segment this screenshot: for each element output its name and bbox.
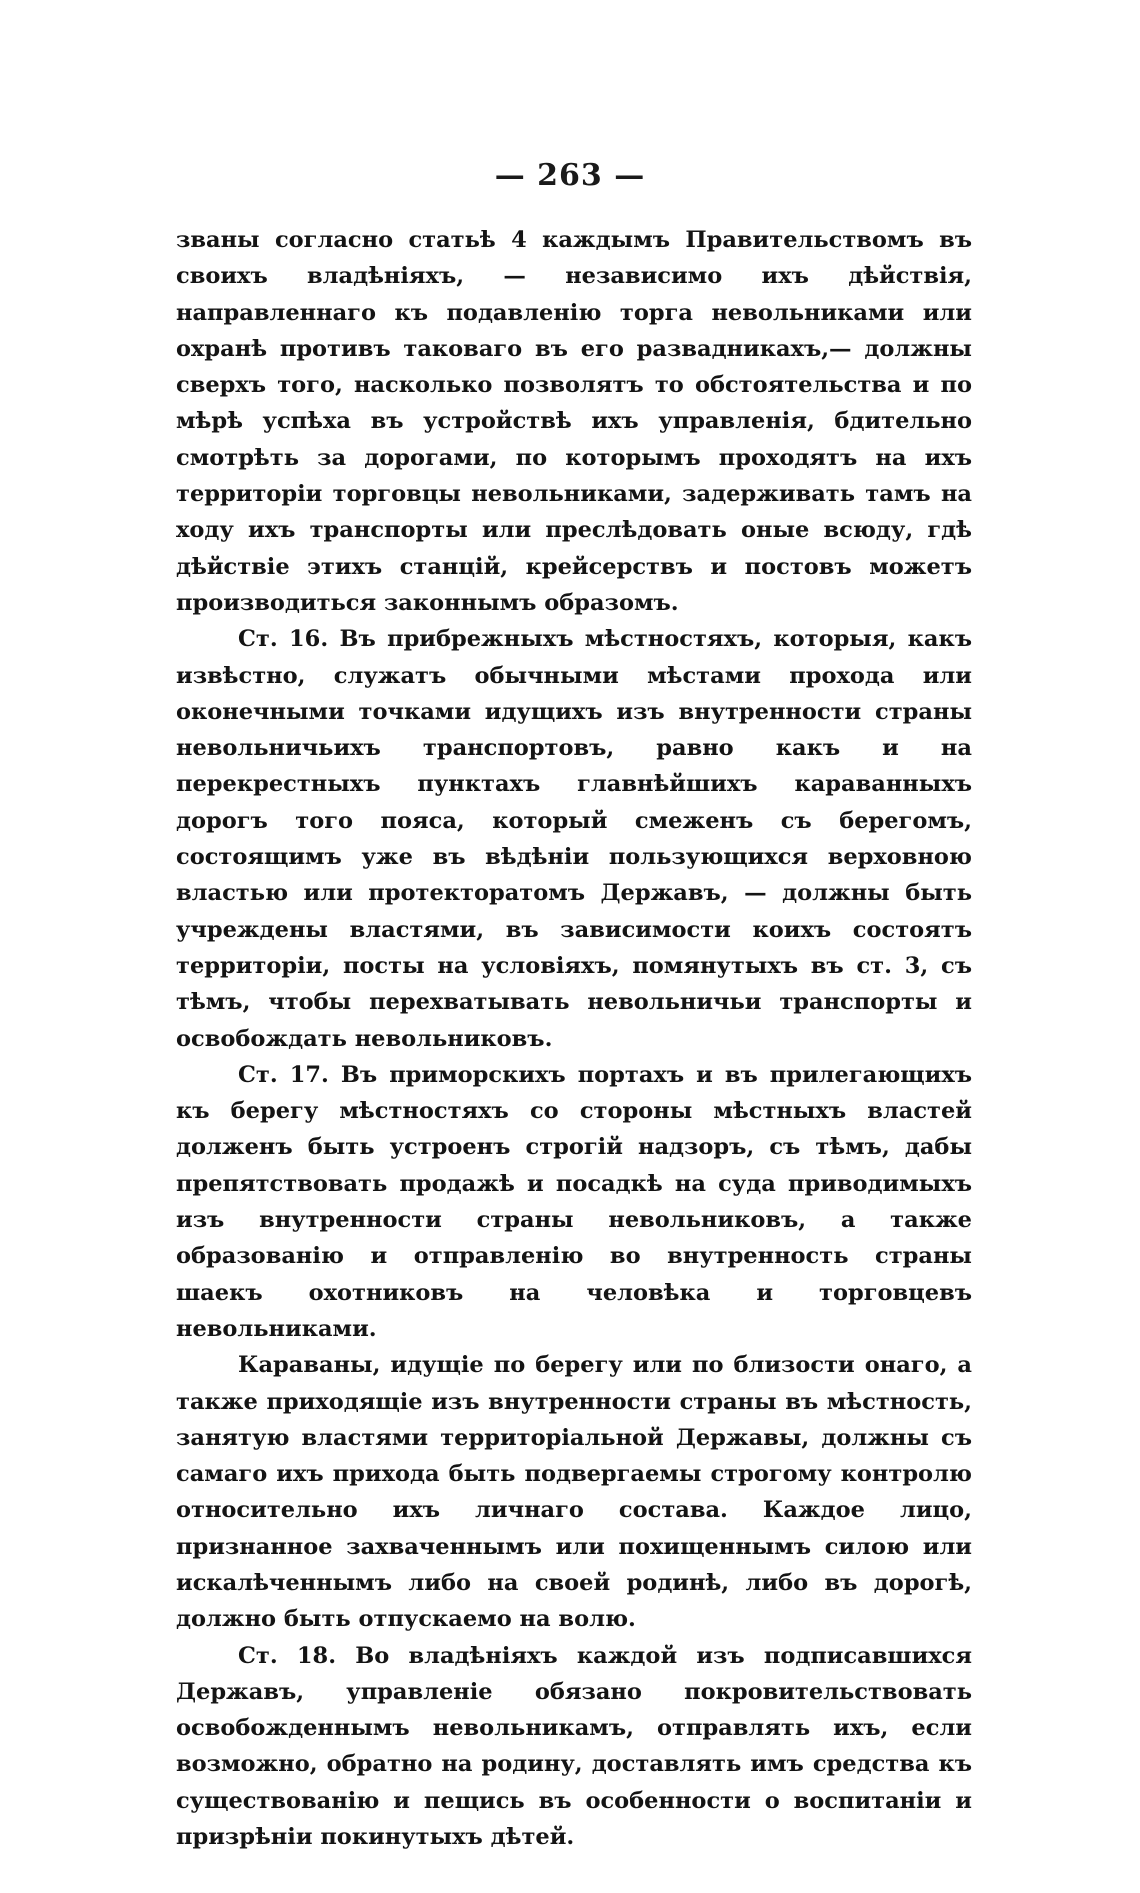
paragraph-1: званы согласно статьѣ 4 каждымъ Правительствомъ въ своихъ владѣніяхъ, — независимо ихъ дѣйствія, направленнаго къ подавленію торга невольниками или охранѣ противъ таковаго въ его развадникахъ,— должны сверхъ того, насколько позволятъ то обстоятельства и по мѣрѣ успѣха въ устройствѣ ихъ управленія, бдительно смотрѣть за дорогами, по которымъ проходятъ на ихъ территоріи торговцы невольниками, задерживать тамъ на ходу ихъ транспорты или преслѣдовать оные всюду, гдѣ дѣйствіе этихъ станцій, крейсерствъ и постовъ можетъ производиться законнымъ образомъ.	[176, 227, 972, 616]
paragraph-article-17: Ст. 17. Въ приморскихъ портахъ и въ прилегающихъ къ берегу мѣстностяхъ со стороны мѣстныхъ властей долженъ быть устроенъ строгій надзоръ, съ тѣмъ, дабы препятствовать продажѣ и посадкѣ на суда приводимыхъ изъ внутренности страны невольниковъ, а также образованію и отправленію во внутренность страны шаекъ охотниковъ на человѣка и торговцевъ невольниками.	[176, 1061, 972, 1342]
paragraph-article-16: Ст. 16. Въ прибрежныхъ мѣстностяхъ, которыя, какъ извѣстно, служатъ обычными мѣстами прохода или оконечными точками идущихъ изъ внутренности страны невольничьихъ транспортовъ, равно какъ и на перекрестныхъ пунктахъ главнѣйшихъ караванныхъ дорогъ того пояса, который смеженъ съ берегомъ, состоящимъ уже въ вѣдѣніи пользующихся верховною властью или протекторатомъ Державъ, — должны быть учреждены властями, въ зависимости коихъ состоятъ территоріи, посты на условіяхъ, помянутыхъ въ ст. 3, съ тѣмъ, чтобы перехватывать невольничьи транспорты и освобождать невольниковъ.	[176, 626, 972, 1052]
paragraph-article-18: Ст. 18. Во владѣніяхъ каждой изъ подписавшихся Державъ, управленіе обязано покровительствовать освобожденнымъ невольникамъ, отправлять ихъ, если возможно, обратно на родину, доставлять имъ средства къ существованію и пещись въ особенности о воспитаніи и призрѣніи покинутыхъ дѣтей.	[176, 1642, 972, 1851]
body-text	[176, 222, 972, 1855]
page-number: — 263 —	[494, 158, 646, 193]
paragraph-caravans: Караваны, идущіе по берегу или по близости онаго, а также приходящіе изъ внутренности страны въ мѣстность, занятую властями территоріальной Державы, должны съ самаго ихъ прихода быть подвергаемы строгому контролю относительно ихъ личнаго состава. Каждое лицо, признанное захваченнымъ или похищеннымъ силою или искалѣченнымъ либо на своей родинѣ, либо въ дорогѣ, должно быть отпускаемо на волю.	[176, 1352, 972, 1633]
